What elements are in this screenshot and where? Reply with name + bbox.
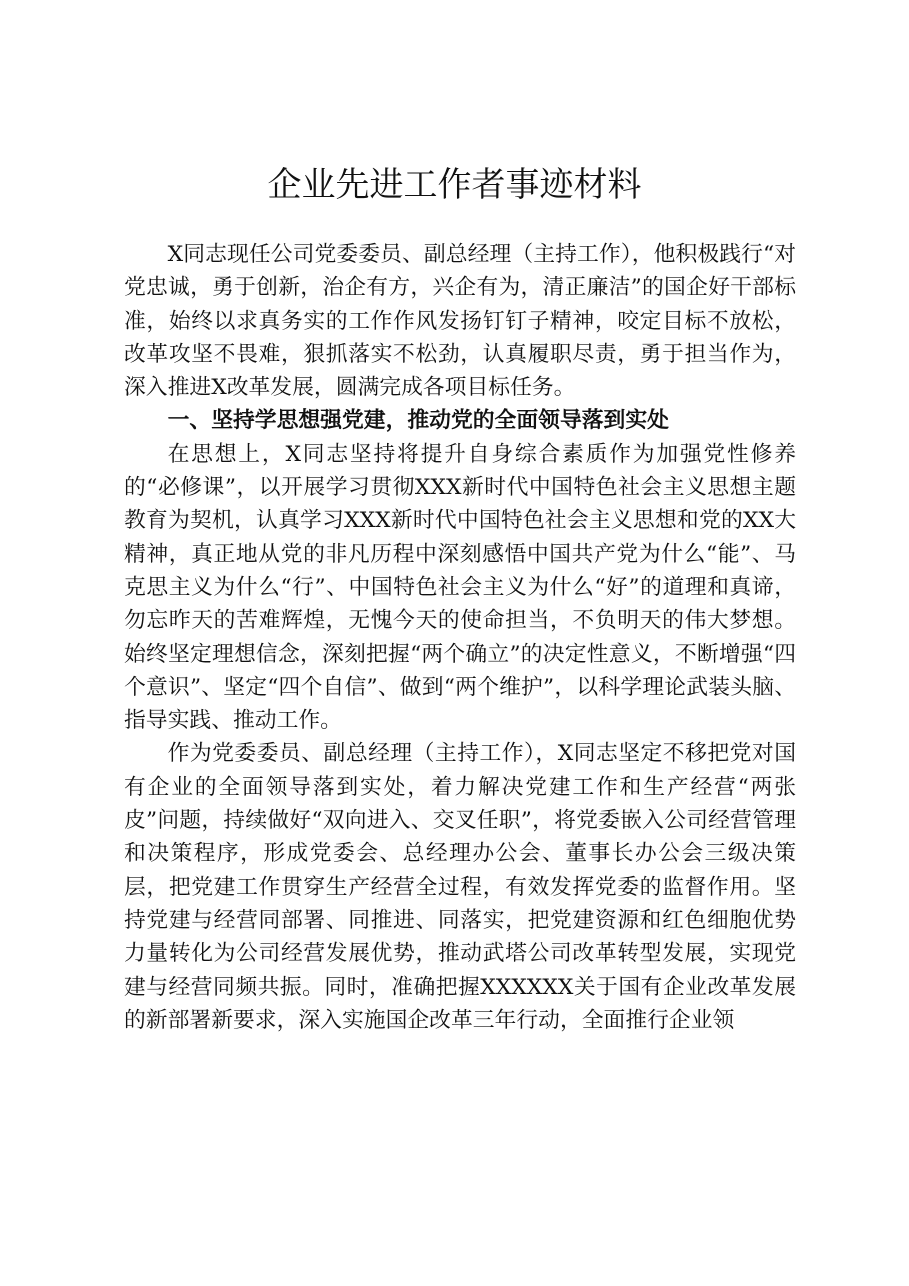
body-paragraph: 作为党委委员、副总经理（主持工作），X同志坚定不移把党对国有企业的全面领导落到实处，着力解决党建工作和生产经营“两张皮”问题，持续做好“双向进入、交叉任职”，将党委嵌入公司经营管理和决策程序，形成党委会、总经理办公会、董事长办公会三级决策层，把党建工作贯穿生产经营全过程，有效发挥党委的监督作用。坚持党建与经营同部署、同推进、同落实，把党建资源和红色细胞优势力量转化为公司经营发展优势，推动武塔公司改革转型发展，实现党建与经营同频共振。同时，准确把握XXXXXX关于国有企业改革发展的新部署新要求，深入实施国企改革三年行动，全面推行企业领 — [124, 741, 796, 1033]
intro-paragraph: X同志现任公司党委委员、副总经理（主持工作），他积极践行“对党忠诚，勇于创新，治企有方，兴企有为，清正廉洁”的国企好干部标准，始终以求真务实的工作作风发扬钉钉子精神，咬定目标不放松，改革攻坚不畏难，狠抓落实不松劲，认真履职尽责，勇于担当作为，深入推进X改革发展，圆满完成各项目标任务。 — [124, 242, 796, 401]
section-heading: 一、坚持学思想强党建，推动党的全面领导落到实处 — [167, 408, 669, 434]
document-title: 企业先进工作者事迹材料 — [267, 165, 642, 205]
body-paragraph: 在思想上，X同志坚持将提升自身综合素质作为加强党性修养的“必修课”，以开展学习贯彻XXX新时代中国特色社会主义思想主题教育为契机，认真学习XXX新时代中国特色社会主义思想和党的XX大精神，真正地从党的非凡历程中深刻感悟中国共产党为什么“能”、马克思主义为什么“行”、中国特色社会主义为什么“好”的道理和真谛，勿忘昨天的苦难辉煌，无愧今天的使命担当，不负明天的伟大梦想。始终坚定理想信念，深刻把握“两个确立”的决定性意义，不断增强“四个意识”、坚定“四个自信”、做到“两个维护”，以科学理论武装头脑、指导实践、推动工作。 — [124, 441, 796, 734]
document-body — [124, 238, 796, 1037]
